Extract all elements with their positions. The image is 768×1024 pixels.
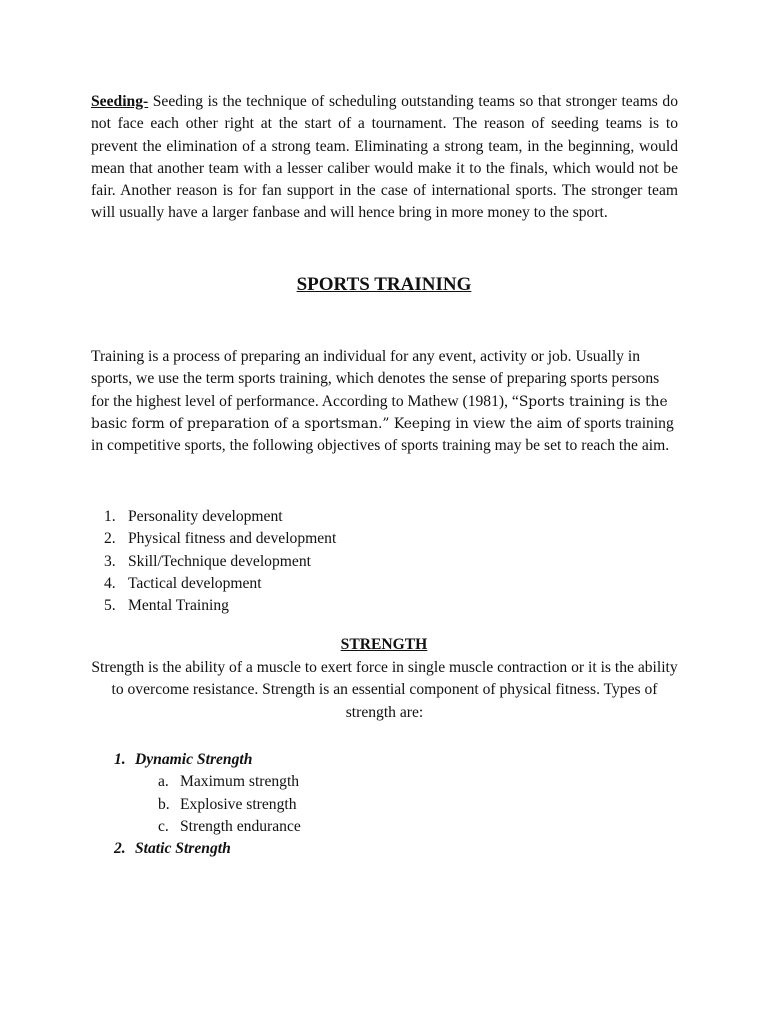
training-tail-text: sports training in competitive sports, the following objectives of sports training may be set to reach the aim. [91, 414, 674, 455]
list-item-label: Personality development [128, 508, 283, 525]
type-label: Dynamic Strength [135, 751, 253, 768]
list-item-label: Tactical development [128, 574, 262, 592]
list-item [91, 573, 336, 595]
mathew-quote-text: Sports training is the basic form of preparation of a sportsman. [91, 393, 668, 432]
list-item [91, 528, 336, 550]
training-intro-text: Training is a process of preparing an individual for any event, activity or job. Usually in sports, we use the term sports training, which denotes the sense of preparing sports persons for the highest level of performance. According to Mathew (1981), “ [91, 348, 660, 410]
subtype-item [135, 771, 301, 793]
list-number: 2. [104, 530, 116, 548]
objectives-list [91, 506, 336, 617]
seeding-text: Seeding is the technique of scheduling outstanding teams so that stronger teams do not face each other right at the start of a tournament. The reason of seeding teams is to prevent the elimination of a strong team. Eliminating a strong team, in the beginning, would mean that another team with a lesser caliber would make it to the finals, which would not be fair. Another reason is for fan support in the case of international sports. The stronger team will usually have a larger fanbase and will hence bring in more money to the sport. [91, 93, 678, 222]
seeding-paragraph [91, 91, 678, 225]
type-number: 2. [114, 840, 126, 858]
list-item-label: Mental Training [128, 597, 229, 615]
list-item [91, 551, 336, 573]
type-number: 1. [114, 751, 126, 768]
list-number: 1. [104, 508, 116, 525]
strength-definition: Strength is the ability of a muscle to exert force in single muscle contraction or it is the ability to overcome resistance. Strength is an essential component of physical fitness. Types of strength are: [91, 659, 678, 721]
subtype-letter: c. [158, 817, 169, 835]
subtype-letter: a. [158, 773, 169, 791]
quote-close-mark: ” [382, 415, 390, 432]
subtype-label: Explosive strength [180, 795, 297, 813]
subtype-item [135, 816, 301, 838]
training-after-quote: Keeping in view the aim of [389, 415, 581, 432]
list-number: 5. [104, 597, 116, 615]
list-number: 3. [104, 552, 116, 570]
seeding-term: Seeding- [91, 93, 149, 110]
type-label: Static Strength [135, 840, 231, 858]
strength-types-list [91, 749, 301, 860]
training-paragraph [91, 346, 678, 457]
subtype-label: Maximum strength [180, 773, 300, 791]
subtype-item [135, 794, 301, 816]
list-item-label: Physical fitness and development [128, 530, 337, 548]
list-number: 4. [104, 574, 116, 592]
dynamic-subtypes-list [135, 771, 301, 838]
sports-training-heading: SPORTS TRAINING [296, 274, 472, 295]
list-item-label: Skill/Technique development [128, 552, 311, 570]
subtype-label: Strength endurance [180, 817, 301, 835]
list-item [91, 595, 336, 617]
strength-heading: STRENGTH [340, 636, 428, 653]
strength-type-item [91, 838, 301, 860]
subtype-letter: b. [158, 795, 170, 813]
list-item [91, 506, 336, 528]
strength-type-item [91, 749, 301, 838]
